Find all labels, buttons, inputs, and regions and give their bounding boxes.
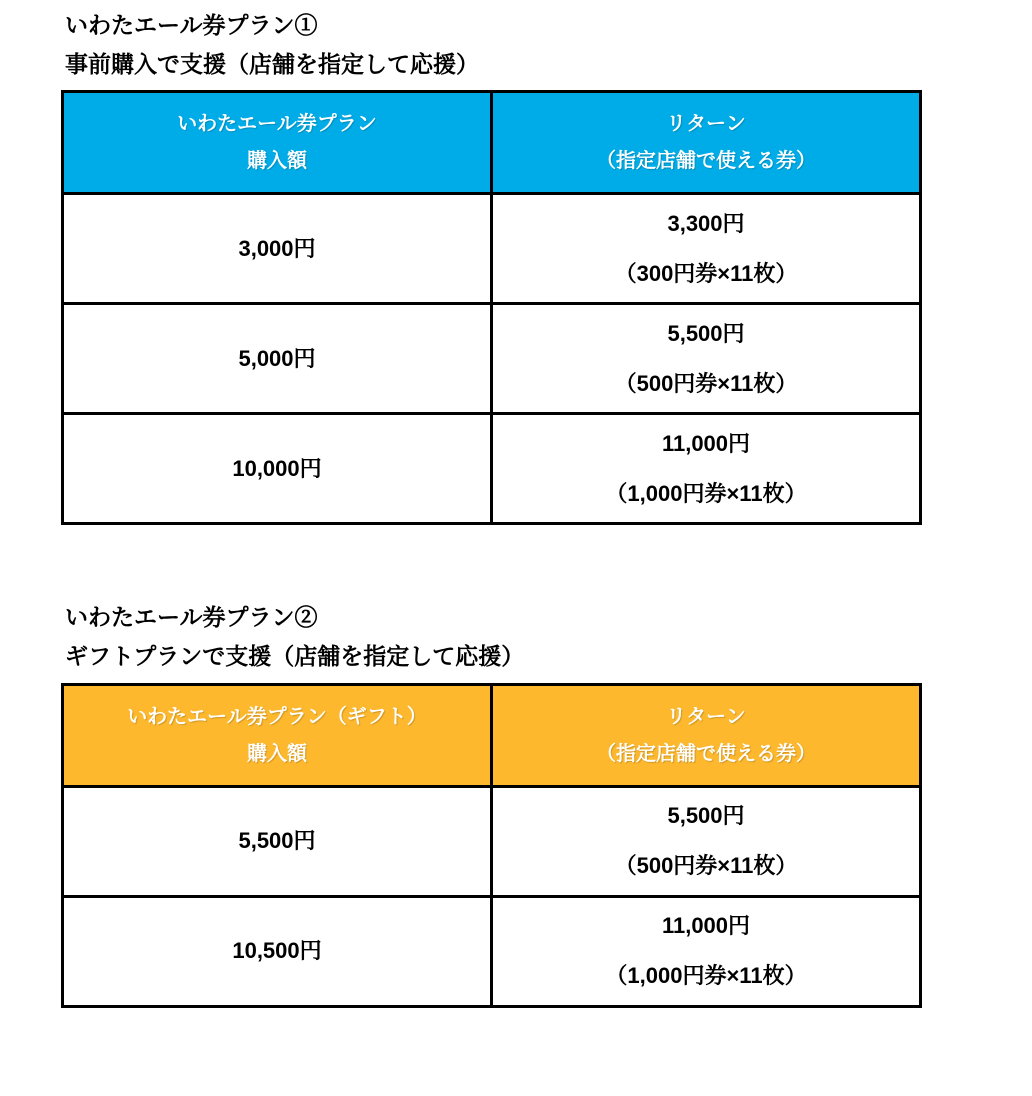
table-row: [63, 304, 921, 414]
plan1-table: [61, 90, 922, 525]
plan2-subtitle: ギフトプランで支援（店舗を指定して応援）: [65, 643, 525, 670]
plan2-purchase-header-line1: いわたエール券プラン（ギフト）: [127, 705, 427, 728]
plan1-header-row: [63, 92, 921, 194]
purchase-amount-cell: 3,000円: [63, 194, 492, 304]
purchase-amount-cell: 10,500円: [63, 896, 492, 1006]
return-cell: [492, 786, 921, 896]
plan2-title: いわたエール券プラン②: [65, 604, 318, 631]
return-amount: 5,500円: [667, 320, 745, 346]
return-detail: （1,000円券×11枚）: [605, 963, 807, 989]
plan2-return-header-line1: リターン: [666, 705, 746, 728]
plan2-purchase-header-line2: 購入額: [247, 742, 307, 765]
return-amount: 5,500円: [667, 803, 745, 829]
plan2-purchase-column-header: [63, 684, 492, 786]
purchase-amount-cell: 5,000円: [63, 304, 492, 414]
return-cell: [492, 304, 921, 414]
return-cell: [492, 414, 921, 524]
return-amount: 11,000円: [661, 430, 751, 456]
plan2-table: [61, 683, 922, 1008]
return-detail: （300円券×11枚）: [614, 260, 798, 286]
table-row: [63, 786, 921, 896]
return-amount: 3,300円: [667, 210, 745, 236]
plan1-title: いわたエール券プラン①: [65, 12, 318, 38]
plan2-return-column-header: [492, 684, 921, 786]
return-cell: [492, 896, 921, 1006]
return-detail: （500円券×11枚）: [614, 853, 798, 879]
plan2-header-row: [63, 684, 921, 786]
plan1-return-header-line1: リターン: [666, 113, 746, 136]
plan1-purchase-column-header: [63, 92, 492, 194]
plan1-purchase-header-line1: いわたエール券プラン: [177, 113, 377, 136]
table-row: [63, 194, 921, 304]
plan1-purchase-header-line2: 購入額: [247, 150, 307, 173]
table-row: [63, 414, 921, 524]
plan2-return-header-line2: （指定店舗で使える券）: [596, 742, 816, 765]
plan1-return-column-header: [492, 92, 921, 194]
plan2-section: [0, 605, 1032, 1007]
return-detail: （1,000円券×11枚）: [605, 480, 807, 506]
table-row: [63, 896, 921, 1006]
purchase-amount-cell: 5,500円: [63, 786, 492, 896]
plan1-return-header-line2: （指定店舗で使える券）: [596, 150, 816, 173]
return-amount: 11,000円: [661, 913, 751, 939]
return-detail: （500円券×11枚）: [614, 370, 798, 396]
plan1-subtitle: 事前購入で支援（店舗を指定して応援）: [65, 51, 479, 78]
plan1-section: [0, 13, 1032, 525]
purchase-amount-cell: 10,000円: [63, 414, 492, 524]
return-cell: [492, 194, 921, 304]
